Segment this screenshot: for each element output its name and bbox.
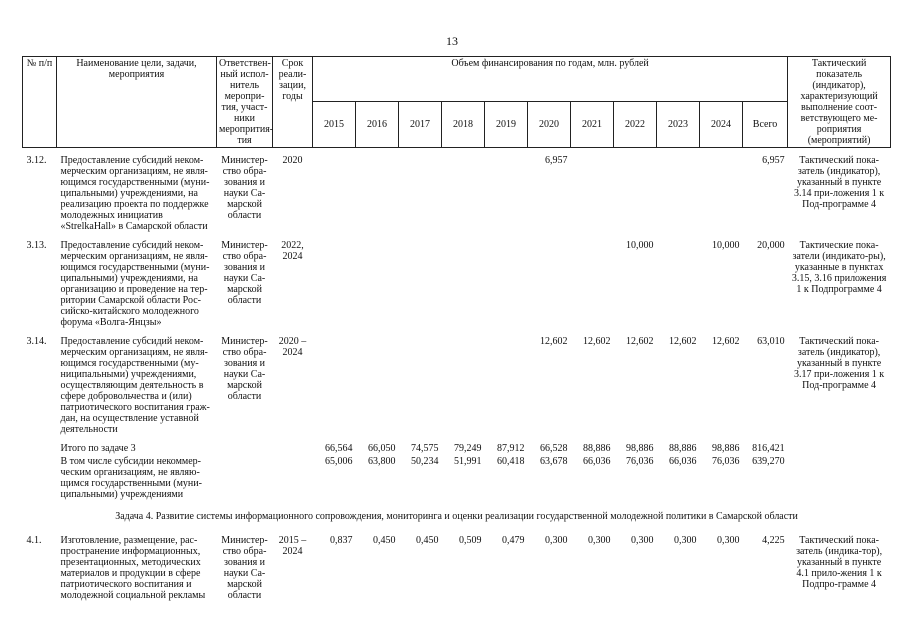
subtotal-value: 65,006 bbox=[325, 456, 353, 467]
row-value bbox=[399, 335, 442, 436]
total-value: 79,249 bbox=[454, 443, 482, 454]
row-value bbox=[313, 154, 356, 233]
row-value: 12,602 bbox=[669, 336, 697, 347]
subtotal-label: В том числе субсидии некоммер-ческим организациям, не являю-щимся государственными (муни-ципальными) учреждениями bbox=[60, 456, 202, 500]
subtotal-value: 76,036 bbox=[712, 456, 740, 467]
row-value bbox=[657, 239, 700, 329]
row-executor: Министер-ство обра-зования и науки Са-марской области bbox=[221, 155, 268, 221]
row-executor: Министер-ство обра-зования и науки Са-марской области bbox=[221, 535, 268, 601]
row-value bbox=[356, 335, 399, 436]
header-year: 2019 bbox=[485, 102, 528, 148]
header-year: 2015 bbox=[313, 102, 356, 148]
row-total: 6,957 bbox=[762, 155, 785, 166]
row-name: Предоставление субсидий неком-мерческим организациям, не явля-ющимся государственными (муни-ципальными) учреждениями, на организацию и проведение на тер-ритории Самарской области Рос-сийско-китайского молодежного форума «Волга-Янцзы» bbox=[60, 240, 210, 328]
row-indicator: Тактические пока-затели (индикато-ры), указанные в пунктах 3.15, 3.16 приложения 1 к Подпрограмме 4 bbox=[791, 240, 887, 295]
row-value bbox=[399, 154, 442, 233]
row-value bbox=[528, 239, 571, 329]
task-4-heading: Задача 4. Развитие системы информационного сопровождения, мониторинга и оценки реализации государственной молодежной политики в Самарской области bbox=[115, 511, 798, 522]
total-value: 66,050 bbox=[368, 443, 396, 454]
header-executor: Ответствен-ный испол-нитель меропри-тия, участ-ники меропрития-тия bbox=[217, 57, 273, 148]
subtotal-value: 66,036 bbox=[583, 456, 611, 467]
row-value: 0,509 bbox=[459, 535, 482, 546]
header-year: 2023 bbox=[657, 102, 700, 148]
row-number: 3.12. bbox=[26, 155, 47, 166]
row-value: 0,450 bbox=[416, 535, 439, 546]
total-sum: 816,421 bbox=[752, 443, 785, 454]
row-value bbox=[356, 239, 399, 329]
row-executor: Министер-ство обра-зования и науки Са-марской области bbox=[221, 240, 268, 306]
row-value bbox=[700, 154, 743, 233]
row-value bbox=[356, 154, 399, 233]
row-value: 12,602 bbox=[540, 336, 568, 347]
row-value: 12,602 bbox=[583, 336, 611, 347]
total-label: Итого по задаче 3 bbox=[60, 443, 136, 454]
total-value: 74,575 bbox=[411, 443, 439, 454]
row-value: 0,837 bbox=[330, 535, 353, 546]
row-total: 20,000 bbox=[757, 240, 785, 251]
row-executor: Министер-ство обра-зования и науки Са-марской области bbox=[221, 336, 268, 402]
row-term: 2015 – 2024 bbox=[278, 535, 307, 557]
funding-table bbox=[22, 56, 891, 602]
header-year: 2017 bbox=[399, 102, 442, 148]
table-row bbox=[23, 154, 891, 233]
row-value: 0,300 bbox=[588, 535, 611, 546]
row-value bbox=[485, 239, 528, 329]
header-funding: Объем финансирования по годам, млн. рублей bbox=[313, 57, 788, 102]
table-row bbox=[23, 534, 891, 602]
row-value bbox=[614, 154, 657, 233]
total-value: 87,912 bbox=[497, 443, 525, 454]
row-value: 0,300 bbox=[545, 535, 568, 546]
subtotal-value: 63,678 bbox=[540, 456, 568, 467]
row-name: Предоставление субсидий неком-мерческим организациям, не явля-ющимся государственными (муни-ципальными) учреждениями, на реализацию проекта по поддержке молодежных инициатив «StrelkaHall» в Самарской области bbox=[60, 155, 210, 232]
row-value: 0,300 bbox=[631, 535, 654, 546]
row-name: Предоставление субсидий неком-мерческим организациям, не явля-ющимся государственными (му-ниципальными) учреждениями, осуществляющим деятельность в сфере добровольчества и (или) патриотического воспитания граж-дан, на осуществление уставной деятельности bbox=[60, 336, 210, 435]
total-value: 66,528 bbox=[540, 443, 568, 454]
row-value: 0,300 bbox=[717, 535, 740, 546]
row-value bbox=[442, 239, 485, 329]
header-year: 2016 bbox=[356, 102, 399, 148]
row-total: 63,010 bbox=[757, 336, 785, 347]
header-year: 2021 bbox=[571, 102, 614, 148]
table-row bbox=[23, 335, 891, 436]
row-value: 6,957 bbox=[545, 155, 568, 166]
total-value: 98,886 bbox=[712, 443, 740, 454]
row-term: 2022, 2024 bbox=[281, 240, 304, 262]
table-row bbox=[23, 239, 891, 329]
subtotal-value: 66,036 bbox=[669, 456, 697, 467]
header-year: 2022 bbox=[614, 102, 657, 148]
header-num: № п/п bbox=[23, 57, 57, 148]
row-value bbox=[571, 154, 614, 233]
row-value: 10,000 bbox=[712, 240, 740, 251]
subtotal-value: 51,991 bbox=[454, 456, 482, 467]
row-number: 3.13. bbox=[26, 240, 47, 251]
row-value bbox=[485, 154, 528, 233]
row-total: 4,225 bbox=[762, 535, 785, 546]
row-value bbox=[442, 154, 485, 233]
row-value bbox=[485, 335, 528, 436]
row-term: 2020 – 2024 bbox=[278, 336, 307, 358]
subtotal-value: 60,418 bbox=[497, 456, 525, 467]
row-name: Изготовление, размещение, рас-пространение информационных, презентационных, методических материалов и продукции в сфере патриотического воспитания и молодежной социальной рекламы bbox=[60, 535, 206, 601]
subtotal-value: 76,036 bbox=[626, 456, 654, 467]
total-value: 98,886 bbox=[626, 443, 654, 454]
total-value: 88,886 bbox=[669, 443, 697, 454]
row-value: 0,300 bbox=[674, 535, 697, 546]
header-year: 2018 bbox=[442, 102, 485, 148]
row-value: 12,602 bbox=[626, 336, 654, 347]
subtotal-row bbox=[23, 455, 891, 501]
row-number: 3.14. bbox=[26, 336, 47, 347]
row-value bbox=[571, 239, 614, 329]
header-indicator: Тактический показатель (индикатор), характеризующий выполнение соот-ветствующего ме-роприятия (мероприятий) bbox=[788, 57, 891, 148]
row-value bbox=[399, 239, 442, 329]
row-number: 4.1. bbox=[26, 535, 42, 546]
row-value: 12,602 bbox=[712, 336, 740, 347]
header-year: 2020 bbox=[528, 102, 571, 148]
row-value bbox=[657, 154, 700, 233]
header-total: Всего bbox=[743, 102, 788, 148]
row-value bbox=[313, 335, 356, 436]
row-indicator: Тактический пока-затель (индикатор), указанный в пункте 3.14 при-ложения 1 к Под-программе 4 bbox=[794, 155, 885, 210]
row-indicator: Тактический пока-затель (индикатор), указанный в пункте 3.17 при-ложения 1 к Под-программе 4 bbox=[794, 336, 885, 391]
total-value: 88,886 bbox=[583, 443, 611, 454]
subtotal-value: 63,800 bbox=[368, 456, 396, 467]
total-value: 66,564 bbox=[325, 443, 353, 454]
row-term: 2020 bbox=[282, 155, 303, 166]
row-value bbox=[313, 239, 356, 329]
subtotal-value: 50,234 bbox=[411, 456, 439, 467]
row-value: 0,479 bbox=[502, 535, 525, 546]
row-indicator: Тактический пока-затель (индика-тор), указанный в пункте 4.1 прило-жения 1 к Подпро-грамме 4 bbox=[796, 535, 883, 590]
header-term: Срок реали-зации, годы bbox=[273, 57, 313, 148]
header-year: 2024 bbox=[700, 102, 743, 148]
row-value: 10,000 bbox=[626, 240, 654, 251]
page-number: 13 bbox=[446, 34, 458, 48]
row-value bbox=[442, 335, 485, 436]
total-row bbox=[23, 442, 891, 455]
subtotal-sum: 639,270 bbox=[752, 456, 785, 467]
header-name: Наименование цели, задачи, мероприятия bbox=[57, 57, 217, 148]
row-value: 0,450 bbox=[373, 535, 396, 546]
